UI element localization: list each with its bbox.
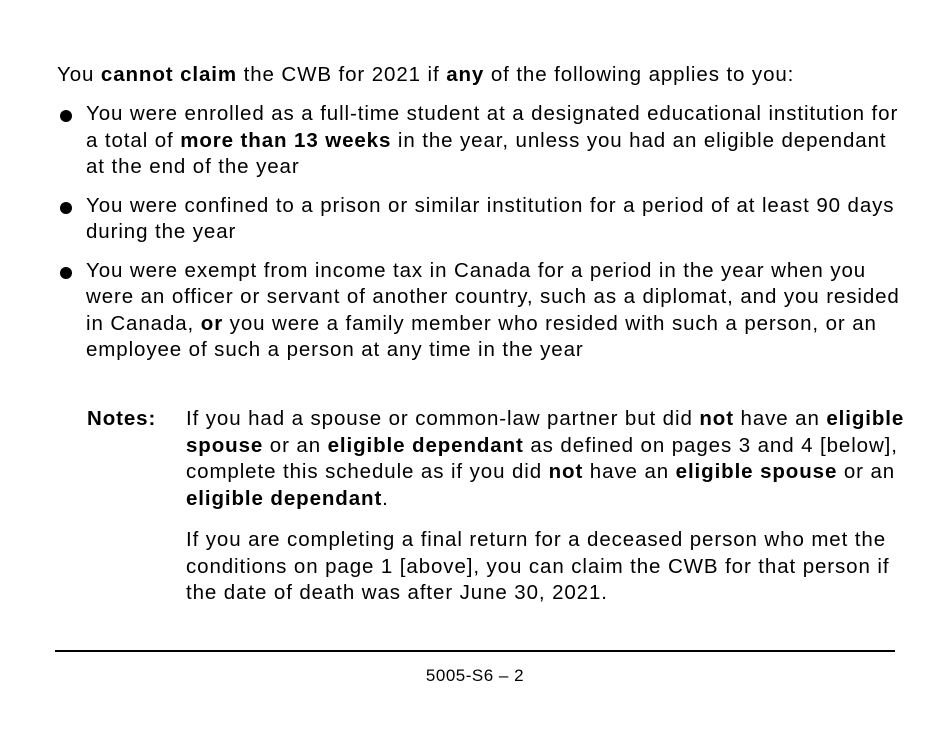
note1-bold-eligible-dependant-2: eligible dependant — [186, 486, 383, 510]
note1-text-7: . — [382, 486, 389, 510]
condition-prison-text: You were confined to a prison or similar institution for a period of at least 90 days during the year — [86, 193, 895, 243]
note1-text-4: as defined on pages 3 and 4 [below], complete this schedule as if you did — [186, 433, 898, 483]
notes-label: Notes: — [87, 407, 157, 430]
note1-text-5: have an — [583, 460, 676, 483]
condition-student — [57, 101, 907, 181]
intro-bold-any: any — [446, 63, 485, 86]
condition-exempt-text-1: You were exempt from income tax in Canada for a period in the year when you were an officer or servant of another country, such as a diplomat, and you resided in Canada, — [86, 258, 900, 335]
note1-text-2: have an — [733, 407, 827, 430]
footer-divider — [55, 650, 895, 652]
conditions-list — [57, 101, 907, 376]
condition-student-bold: more than 13 weeks — [180, 128, 392, 152]
note1-text-3: or an — [263, 433, 328, 457]
intro-text-3: of the following applies to you: — [484, 63, 795, 86]
condition-exempt-bold-or: or — [200, 311, 224, 335]
note1-bold-eligible-spouse-2: eligible spouse — [675, 460, 838, 483]
note1-bold-not-2: not — [548, 460, 584, 483]
intro-bold-cannot-claim: cannot claim — [100, 63, 238, 86]
notes-body — [186, 406, 906, 622]
page-number: 5005-S6 – 2 — [425, 666, 525, 685]
condition-exempt — [57, 258, 907, 364]
condition-student-text-2: in the year, unless you had an eligible dependant at the end of the year — [86, 128, 887, 178]
bullet-icon — [60, 267, 72, 279]
note1-bold-eligible-spouse: eligible spouse — [186, 407, 905, 457]
intro-paragraph — [57, 62, 917, 89]
note-spouse-partner — [186, 406, 906, 512]
note-deceased-person — [186, 527, 906, 607]
condition-exempt-text-2: you were a family member who resided with such a person, or an employee of such a person at any time in the year — [86, 311, 877, 361]
note1-bold-not: not — [699, 407, 734, 430]
intro-text-2: the CWB for 2021 if — [237, 63, 447, 86]
condition-student-text-1: You were enrolled as a full-time student at a designated educational institution for a total of — [86, 102, 899, 152]
note1-bold-eligible-dependant: eligible dependant — [327, 433, 524, 457]
condition-prison — [57, 193, 907, 246]
bullet-icon — [60, 110, 72, 122]
note1-text-1: If you had a spouse or common-law partner but did — [186, 407, 700, 430]
intro-text-1: You — [57, 63, 101, 86]
bullet-icon — [60, 202, 72, 214]
note1-text-6: or an — [837, 460, 896, 483]
note2-text: If you are completing a final return for a deceased person who met the conditions on page 1 [above], you can claim the CWB for that person if the date of death was after June 30, 2021. — [186, 528, 890, 604]
